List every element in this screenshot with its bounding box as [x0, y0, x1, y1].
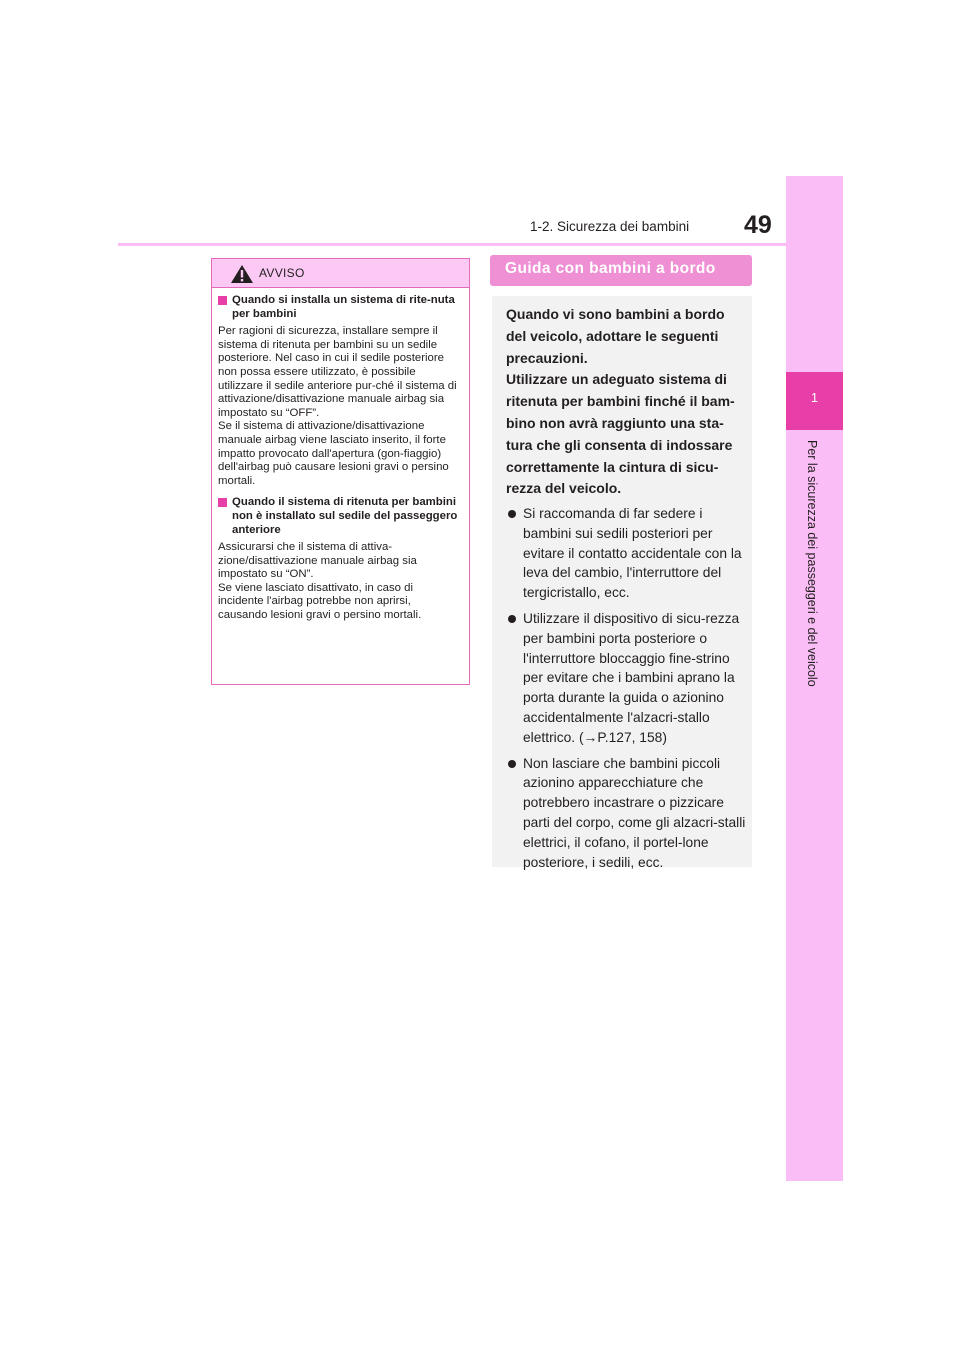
page-number: 49 — [744, 211, 772, 239]
warning-item — [216, 294, 459, 488]
guide-panel — [492, 296, 752, 870]
square-bullet-icon — [218, 498, 227, 507]
warning-triangle-icon — [230, 264, 254, 284]
guide-intro — [506, 304, 746, 500]
chapter-tab[interactable] — [786, 372, 843, 430]
warning-title: AVVISO — [259, 266, 305, 280]
list-item-text: Si raccomanda di far sedere i bambini sui sedili posteriori per evitare il contatto accidentale con la leva del cambio, l'interruttore del tergicristallo, ecc. — [523, 506, 742, 601]
warning-item-heading: Quando si installa un sistema di rite-nuta per bambini — [232, 294, 455, 320]
header-rule — [118, 243, 786, 246]
guide-section-title: Guida con bambini a bordo — [505, 260, 716, 277]
warning-item-heading: Quando il sistema di ritenuta per bambini non è installato sul sedile del passeggero anteriore — [232, 496, 458, 536]
chapter-number: 1 — [810, 390, 819, 405]
warning-header — [212, 259, 469, 288]
warning-box — [211, 258, 470, 685]
warning-item-paragraph: Assicurarsi che il sistema di attiva-zione/disattivazione manuale airbag sia impostato su “ON”. — [218, 541, 417, 581]
warning-item-paragraph: Se il sistema di attivazione/disattivazione manuale airbag viene lasciato inserito, il forte impatto provocato dall'apertura (gon-fiaggio) dell'airbag può causare lesioni gravi o persino mortali. — [218, 420, 449, 487]
bullet-dot-icon — [508, 615, 516, 623]
chapter-label: Per la sicurezza dei passeggeri e del veicolo — [805, 440, 819, 687]
list-item-text[interactable]: Utilizzare il dispositivo di sicu-rezza per bambini porta posteriore o l'interruttore bloccaggio fine-strino per evitare che i bambini aprano la porta durante la guida o azionino accidentalmente l'alzacri-stallo elettrico. (→P.127, 158) — [523, 610, 740, 745]
guide-intro-paragraph: Utilizzare un adeguato sistema di ritenuta per bambini finché il bam-bino non avrà raggiunto una sta-tura che gli consenta di indossare correttamente la cintura di sicu-rezza del veicolo. — [506, 371, 735, 497]
list-item — [506, 754, 746, 873]
guide-bullet-list — [506, 504, 746, 878]
bullet-dot-icon — [508, 510, 516, 518]
square-bullet-icon — [218, 296, 227, 305]
list-item — [506, 609, 746, 748]
list-item-text: Non lasciare che bambini piccoli azionino apparecchiature che potrebbero incastrare o pizzicare parti del corpo, come gli alzacri-stalli elettrici, il cofano, il portel-lone posteriore, i sedili, ecc. — [523, 755, 746, 870]
section-title: 1-2. Sicurezza dei bambini — [530, 219, 690, 234]
warning-item-paragraph: Per ragioni di sicurezza, installare sempre il sistema di ritenuta per bambini su un sedile posteriore. Nel caso in cui il sedile posteriore non possa essere utilizzato, è possibile utilizzare il sedile anteriore pur-ché il sistema di attivazione/disattivazione manuale airbag sia impostato su “OFF”. — [218, 325, 457, 419]
warning-item-paragraph: Se viene lasciato disattivato, in caso di incidente l'airbag potrebbe non aprirsi, causando lesioni gravi o persino mortali. — [218, 581, 422, 622]
warning-item — [216, 496, 459, 622]
bullet-dot-icon — [508, 760, 516, 768]
chapter-label-container — [805, 440, 825, 720]
guide-intro-paragraph: Quando vi sono bambini a bordo del veicolo, adottare le seguenti precauzioni. — [506, 306, 725, 366]
guide-section-header — [490, 255, 752, 286]
list-item — [506, 504, 746, 603]
